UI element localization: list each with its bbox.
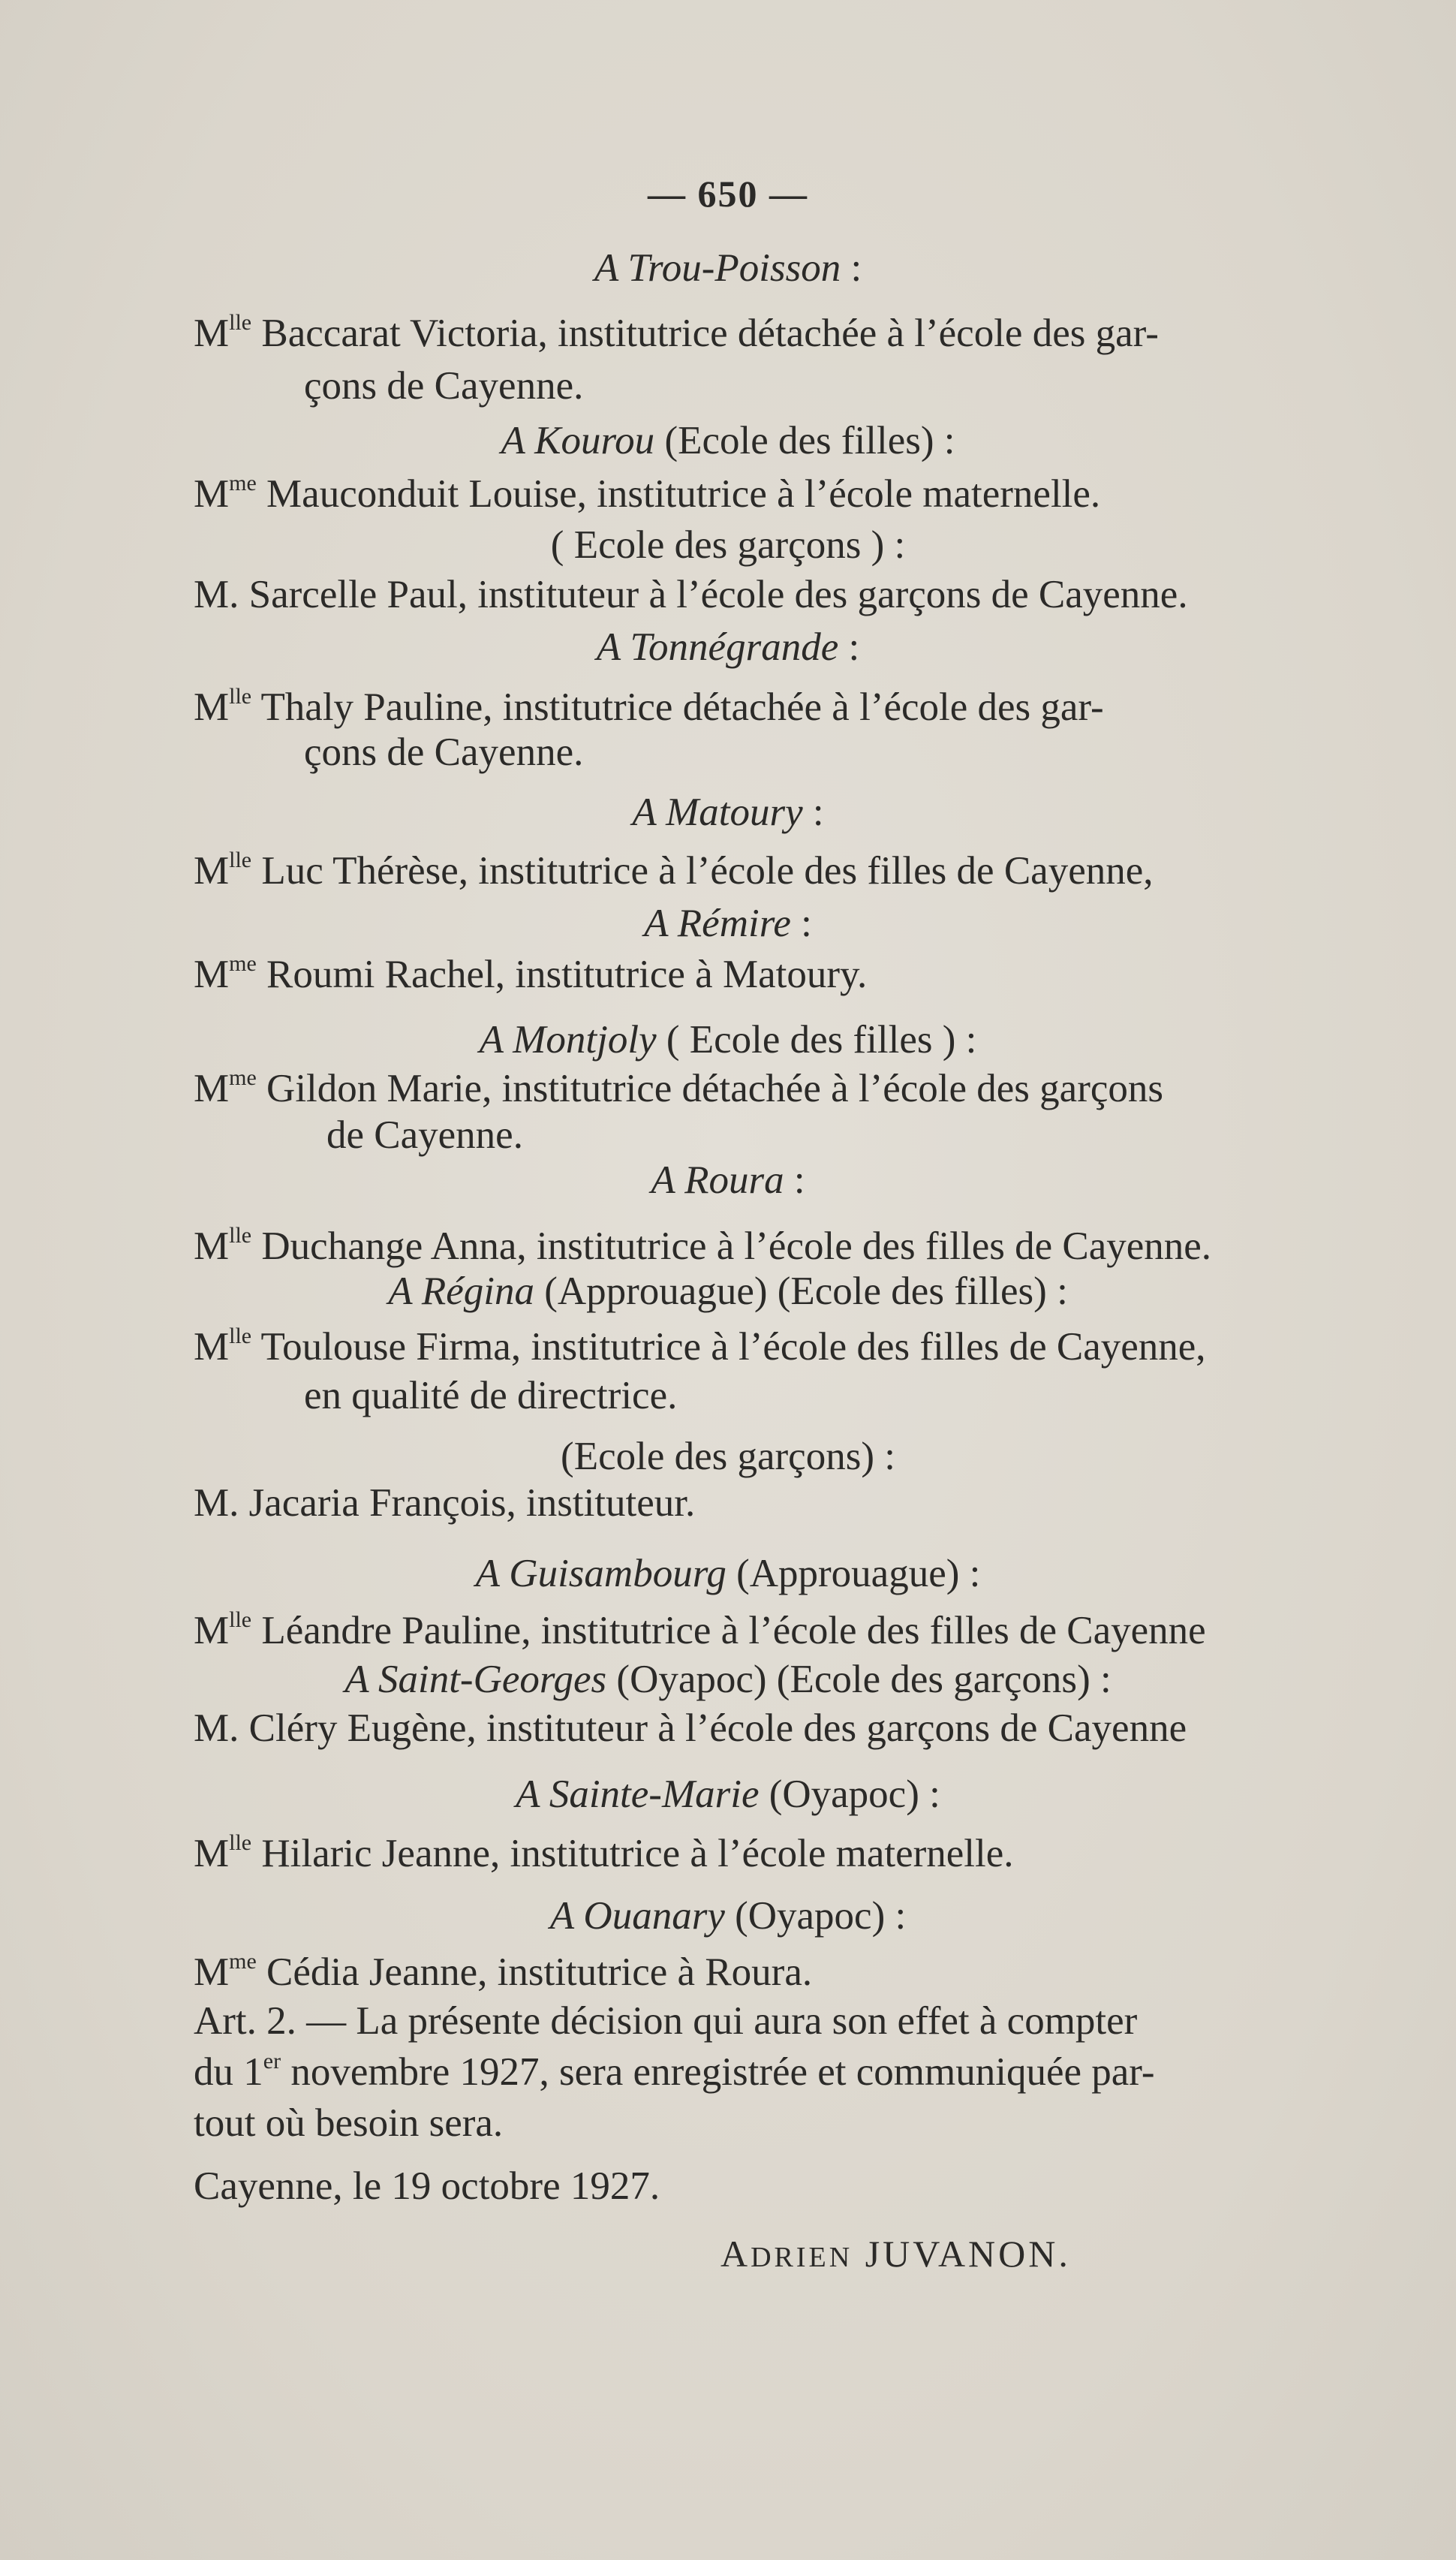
- staff-entry: [194, 1607, 1206, 1655]
- place-heading: [0, 1016, 1456, 1064]
- title-abbrev: $M^{lle}$: [194, 1607, 252, 1652]
- place-name: A Rémire: [644, 902, 791, 945]
- place-suffix: :: [841, 246, 862, 290]
- place-heading: [0, 521, 1456, 569]
- place-heading: [0, 244, 1456, 292]
- place-suffix: :: [802, 791, 824, 834]
- place-name: A Sainte-Marie: [516, 1772, 760, 1816]
- place-heading: [0, 1267, 1456, 1315]
- entry-continuation: çons de Cayenne.: [304, 364, 584, 408]
- title-abbrev: M.: [194, 573, 239, 616]
- place-name: A Montjoly: [479, 1018, 657, 1062]
- entry-text: Cléry Eugène, instituteur à l’école des garçons de Cayenne: [248, 1706, 1187, 1750]
- title-abbrev: $M^{me}$: [194, 1949, 257, 1994]
- staff-entry: [194, 309, 1159, 357]
- signature-last: JUVANON.: [865, 2233, 1071, 2275]
- place-name: A Régina: [388, 1269, 534, 1313]
- article-text: tout où besoin sera.: [194, 2101, 504, 2145]
- title-abbrev: $M^{me}$: [194, 471, 257, 516]
- place-heading: [0, 1655, 1456, 1703]
- place-suffix: ( Ecole des filles ) :: [656, 1018, 977, 1062]
- place-heading: [0, 1892, 1456, 1940]
- place-name: A Trou-Poisson: [594, 246, 841, 290]
- page-number: — 650 —: [648, 173, 808, 215]
- article-text: Art. 2. — La présente décision qui aura son effet à compter: [194, 1999, 1138, 2043]
- entry-text: Hilaric Jeanne, institutrice à l’école maternelle.: [261, 1832, 1014, 1875]
- staff-entry: [194, 1065, 1163, 1113]
- staff-entry: [194, 1222, 1211, 1270]
- signature: [720, 2230, 1071, 2281]
- place-name: A Guisambourg: [475, 1552, 726, 1595]
- title-abbrev: M.: [194, 1706, 239, 1750]
- title-abbrev: M.: [194, 1481, 239, 1525]
- entry-text: Gildon Marie, institutrice détachée à l’école des garçons: [266, 1067, 1164, 1110]
- place-suffix: (Approuague) (Ecole des filles) :: [534, 1269, 1068, 1313]
- entry-text: Toulouse Firma, institutrice à l’école des filles de Cayenne,: [260, 1325, 1206, 1369]
- entry-text: Sarcelle Paul, instituteur à l’école des garçons de Cayenne.: [248, 573, 1188, 616]
- title-abbrev: $M^{lle}$: [194, 684, 252, 729]
- place-heading: [0, 899, 1456, 947]
- entry-text: Luc Thérèse, institutrice à l’école des filles de Cayenne,: [261, 849, 1154, 893]
- entry-continuation: en qualité de directrice.: [304, 1374, 678, 1417]
- entry-text: Jacaria François, instituteur.: [248, 1481, 696, 1525]
- staff-entry: [194, 950, 867, 998]
- title-abbrev: $M^{lle}$: [194, 1830, 252, 1875]
- entry-continuation: çons de Cayenne.: [304, 730, 584, 774]
- place-suffix: ( Ecole des garçons ) :: [550, 523, 906, 567]
- staff-entry: [194, 571, 1188, 619]
- article-text: [194, 2048, 1155, 2096]
- place-name: A Saint-Georges: [344, 1658, 607, 1701]
- place-name: A Kourou: [501, 419, 655, 462]
- title-abbrev: $M^{lle}$: [194, 310, 252, 355]
- staff-entry: [194, 1479, 695, 1527]
- staff-entry: [194, 1323, 1206, 1371]
- title-abbrev: $M^{lle}$: [194, 1324, 252, 1369]
- entry-text: Léandre Pauline, institutrice à l’école des filles de Cayenne: [261, 1609, 1206, 1652]
- place-heading: [0, 417, 1456, 465]
- staff-entry: [194, 683, 1104, 731]
- place-heading: [0, 1770, 1456, 1818]
- place-heading: [0, 1432, 1456, 1480]
- place-name: A Ouanary: [549, 1894, 725, 1938]
- place-suffix: (Ecole des filles) :: [654, 419, 955, 462]
- place-suffix: (Ecole des garçons) :: [561, 1435, 895, 1478]
- staff-entry: [194, 470, 1100, 518]
- place-name: A Tonnégrande: [596, 625, 839, 669]
- entry-text: Baccarat Victoria, institutrice détachée à l’école des gar-: [261, 312, 1159, 355]
- staff-entry: [194, 1830, 1014, 1878]
- title-abbrev: $M^{lle}$: [194, 1223, 252, 1268]
- place-suffix: (Approuague) :: [726, 1552, 981, 1595]
- entry-text: Cédia Jeanne, institutrice à Roura.: [266, 1950, 813, 1994]
- place-heading: [0, 1550, 1456, 1598]
- staff-entry: [194, 1948, 812, 1996]
- place-heading: [0, 788, 1456, 836]
- staff-entry: [194, 1704, 1187, 1752]
- entry-text: Roumi Rachel, institutrice à Matoury.: [266, 953, 868, 996]
- title-abbrev: $M^{me}$: [194, 951, 257, 996]
- place-suffix: (Oyapoc) :: [759, 1772, 940, 1816]
- staff-entry: [194, 847, 1154, 895]
- place-heading: [0, 623, 1456, 671]
- place-suffix: (Oyapoc) :: [724, 1894, 907, 1938]
- title-abbrev: $M^{lle}$: [194, 848, 252, 893]
- place-name: A Matoury: [632, 791, 803, 834]
- entry-text: Mauconduit Louise, institutrice à l’école maternelle.: [266, 472, 1101, 516]
- article-text-part: novembre 1927, sera enregistrée et communiquée par-: [281, 2050, 1155, 2094]
- title-abbrev: $M^{me}$: [194, 1065, 257, 1110]
- article-text-part: du 1: [194, 2050, 263, 2094]
- ordinal-suffix: er: [263, 2049, 281, 2074]
- place-suffix: (Oyapoc) (Ecole des garçons) :: [606, 1658, 1112, 1701]
- place-suffix: :: [838, 625, 860, 669]
- dateline: Cayenne, le 19 octobre 1927.: [194, 2164, 660, 2208]
- place-suffix: :: [784, 1158, 805, 1202]
- place-suffix: :: [790, 902, 812, 945]
- place-heading: [0, 1156, 1456, 1204]
- signature-first-rest: DRIEN: [751, 2242, 853, 2273]
- signature-initial: A: [720, 2233, 751, 2275]
- entry-text: Duchange Anna, institutrice à l’école des filles de Cayenne.: [261, 1224, 1212, 1268]
- place-name: A Roura: [651, 1158, 784, 1202]
- entry-continuation: de Cayenne.: [326, 1113, 523, 1157]
- entry-text: Thaly Pauline, institutrice détachée à l’école des gar-: [260, 685, 1104, 729]
